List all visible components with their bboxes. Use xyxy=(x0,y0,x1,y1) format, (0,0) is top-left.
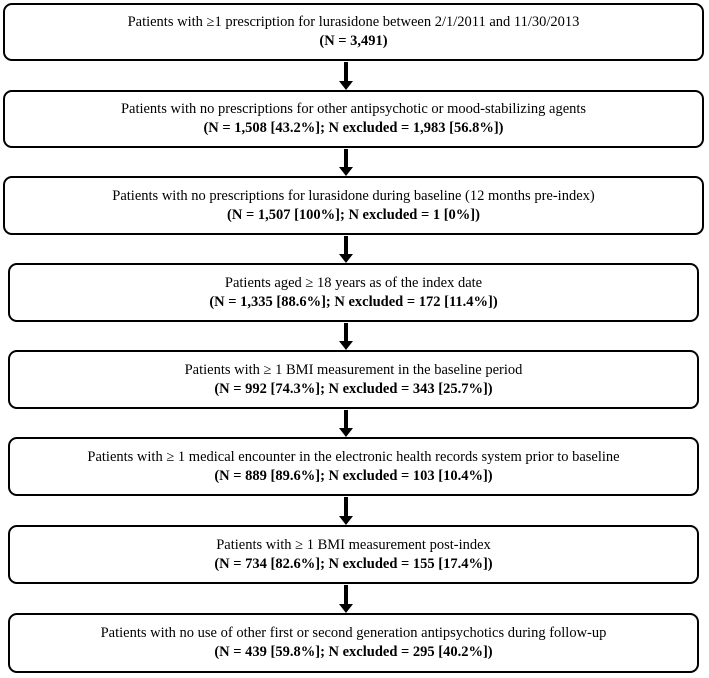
flow-step-8 xyxy=(8,613,699,673)
arrow-down-5 xyxy=(339,410,353,437)
arrow-down-6 xyxy=(339,497,353,525)
step-7-description: Patients with ≥ 1 BMI measurement post-index xyxy=(216,536,491,553)
step-8-description: Patients with no use of other first or second generation antipsychotics during follow-up xyxy=(100,625,607,641)
step-5-counts: (N = 992 [74.3%]; N excluded = 343 [25.7%]) xyxy=(214,380,493,397)
flow-step-2 xyxy=(3,90,704,148)
step-7-counts: (N = 734 [82.6%]; N excluded = 155 [17.4%]) xyxy=(214,555,493,572)
arrow-down-2 xyxy=(339,149,353,176)
step-6-counts: (N = 889 [89.6%]; N excluded = 103 [10.4%]) xyxy=(214,467,493,484)
step-1-counts: (N = 3,491) xyxy=(319,33,388,49)
step-3-counts: (N = 1,507 [100%]; N excluded = 1 [0%]) xyxy=(227,206,480,223)
flow-step-1 xyxy=(3,3,704,61)
flow-step-6 xyxy=(8,437,699,496)
flow-step-3 xyxy=(3,176,704,235)
arrow-down-1 xyxy=(339,62,353,90)
flow-step-7 xyxy=(8,525,699,584)
step-3-description: Patients with no prescriptions for lurasidone during baseline (12 months pre-index) xyxy=(112,187,595,204)
flow-step-4 xyxy=(8,263,699,322)
step-4-description: Patients aged ≥ 18 years as of the index date xyxy=(224,274,483,291)
flow-step-5 xyxy=(8,350,699,409)
step-2-description: Patients with no prescriptions for other antipsychotic or mood-stabilizing agents xyxy=(120,101,587,117)
step-5-description: Patients with ≥ 1 BMI measurement in the baseline period xyxy=(184,361,523,378)
step-2-counts: (N = 1,508 [43.2%]; N excluded = 1,983 [56.8%]) xyxy=(203,120,504,136)
arrow-down-4 xyxy=(339,323,353,350)
step-4-counts: (N = 1,335 [88.6%]; N excluded = 172 [11.4%]) xyxy=(209,293,498,310)
step-6-description: Patients with ≥ 1 medical encounter in the electronic health records system prior to baseline xyxy=(87,448,620,465)
arrow-down-7 xyxy=(339,585,353,613)
step-8-counts: (N = 439 [59.8%]; N excluded = 295 [40.2%]) xyxy=(214,644,493,660)
arrow-down-3 xyxy=(339,236,353,263)
step-1-description: Patients with ≥1 prescription for lurasidone between 2/1/2011 and 11/30/2013 xyxy=(127,14,580,30)
